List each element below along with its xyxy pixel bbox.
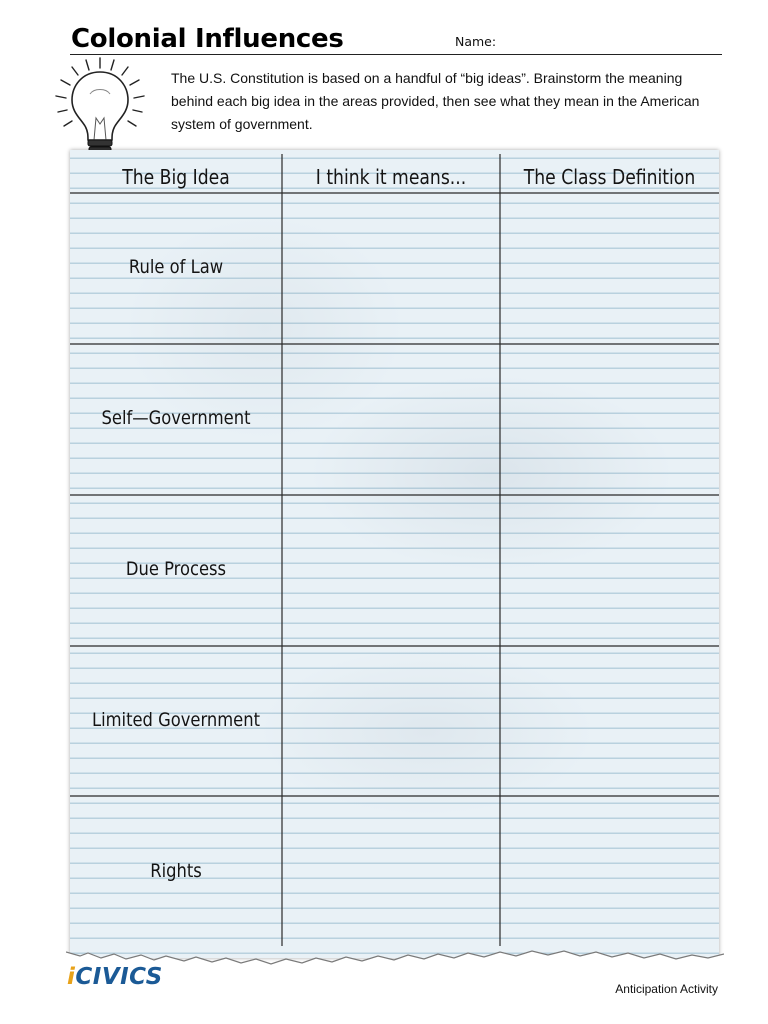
notebook-paper-table — [70, 150, 719, 958]
answer-cell-self-government-class[interactable] — [501, 345, 719, 495]
footer-activity-type: Anticipation Activity — [615, 982, 718, 996]
row-label-limited-government: Limited Government — [91, 709, 261, 731]
row-label-self-government: Self—Government — [101, 407, 251, 429]
column-header-class-definition: The Class Definition — [523, 165, 696, 189]
row-label-rule-of-law: Rule of Law — [128, 256, 224, 278]
answer-cell-rule-of-law-class[interactable] — [501, 194, 719, 344]
answer-cell-rights-class[interactable] — [501, 797, 719, 946]
row-label-rights: Rights — [150, 860, 202, 882]
torn-paper-edge — [66, 946, 724, 970]
column-header-i-think: I think it means... — [315, 165, 467, 189]
answer-cell-self-government-i-think[interactable] — [283, 345, 499, 495]
page-title: Colonial Influences — [71, 24, 344, 54]
answer-cell-rights-i-think[interactable] — [283, 797, 499, 946]
title-rule — [70, 54, 722, 55]
answer-cell-rule-of-law-i-think[interactable] — [283, 194, 499, 344]
logo-text: CIVICS — [75, 964, 163, 990]
column-header-big-idea: The Big Idea — [122, 165, 230, 189]
icivics-logo: iCIVICS — [67, 964, 163, 990]
answer-cell-due-process-i-think[interactable] — [283, 496, 499, 646]
answer-cell-due-process-class[interactable] — [501, 496, 719, 646]
row-label-due-process: Due Process — [125, 558, 227, 580]
answer-cell-limited-government-class[interactable] — [501, 647, 719, 796]
name-label: Name: — [455, 34, 497, 49]
instructions: The U.S. Constitution is based on a handful of “big ideas”. Brainstorm the meaning behind each big idea in the areas provided, then see what they mean in the American system of government. — [171, 70, 700, 132]
answer-cell-limited-government-i-think[interactable] — [283, 647, 499, 796]
